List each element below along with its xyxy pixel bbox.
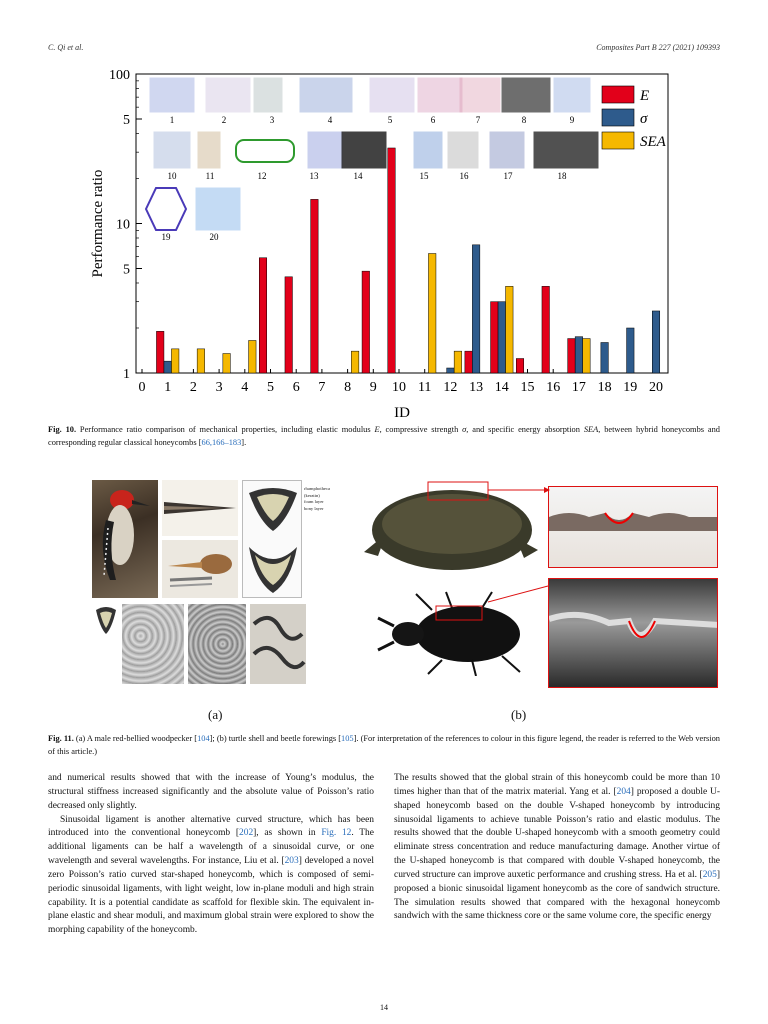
bar-σ — [652, 311, 660, 373]
inset-honeycomb-thumbnail — [198, 132, 220, 168]
inset-honeycomb-thumbnail — [196, 188, 240, 230]
inset-honeycomb-thumbnail — [254, 78, 282, 112]
beak-cross-section-diagram — [242, 480, 302, 598]
bar-SEA — [454, 351, 462, 373]
bar-E — [516, 359, 524, 373]
x-tick-label: 5 — [267, 380, 275, 395]
bar-σ — [627, 328, 635, 373]
inset-thumbnail-label: 1 — [169, 115, 175, 125]
ref-202-link[interactable]: 202 — [239, 828, 254, 839]
micrograph-2 — [188, 604, 246, 684]
inset-honeycomb-thumbnail — [418, 78, 462, 112]
inset-honeycomb-thumbnail — [490, 132, 524, 168]
inset-honeycomb-thumbnail — [460, 78, 500, 112]
bar-SEA — [171, 349, 179, 373]
bar-σ — [575, 337, 583, 373]
x-tick-label: 12 — [443, 380, 458, 395]
body-right-column — [394, 772, 720, 924]
legend-label-E: E — [640, 88, 650, 104]
x-tick-label: 3 — [215, 380, 223, 395]
inset-honeycomb-thumbnail — [554, 78, 590, 112]
inset-thumbnail-label: 5 — [387, 115, 393, 125]
inset-thumbnail-label: 4 — [327, 115, 333, 125]
inset-honeycomb-thumbnail — [146, 188, 186, 230]
x-tick-label: 18 — [597, 380, 612, 395]
inset-honeycomb-thumbnail — [236, 140, 294, 162]
bar-E — [311, 199, 319, 373]
ref-203-link[interactable]: 203 — [284, 856, 299, 867]
inset-honeycomb-thumbnail — [300, 78, 352, 112]
bar-E — [156, 331, 164, 373]
inset-thumbnail-label: 17 — [503, 171, 513, 181]
legend-label-SEA: SEA — [640, 134, 666, 150]
x-tick-label: 13 — [469, 380, 484, 395]
x-tick-label: 10 — [392, 380, 407, 395]
x-tick-label: 4 — [241, 380, 249, 395]
inset-honeycomb-thumbnail — [414, 132, 442, 168]
x-tick-label: 11 — [417, 380, 432, 395]
body-left-column — [48, 772, 374, 938]
legend-label-σ: σ — [640, 111, 648, 127]
zoom-connector-lines — [488, 486, 552, 606]
micrograph-3 — [250, 604, 306, 684]
bar-σ — [601, 342, 609, 373]
inset-honeycomb-thumbnail — [370, 78, 414, 112]
bar-E — [465, 351, 473, 373]
beetle-forewing-cross-section — [548, 578, 718, 688]
page-number: 14 — [380, 1003, 388, 1012]
bar-E — [542, 286, 550, 373]
x-tick-label: 15 — [520, 380, 535, 395]
y-tick-label: 5 — [123, 262, 130, 278]
y-tick-label: 1 — [123, 367, 130, 382]
fig10-refs-link[interactable]: 66,166–183 — [201, 437, 242, 447]
bar-SEA — [583, 339, 591, 373]
paragraph: The results showed that the global strain of this honeycomb could be more than 10 times higher than that of the matrix material. Yang et al. [204] proposed a double U-shaped honeycomb based on the double V-shaped honeycomb by introducing sinusoidal ligaments to achieve tunable Poisson’s ratio and elastic modulus. The results showed that the double U-shaped honeycomb with a smooth geometry could eliminate stress concentration and reduce manufacturing damage. Another virtue of the U-shaped honeycomb is that compared with double V-shaped honeycomb, the curved structure can improve auxetic performance and crushing stress. Ha et al. [205] proposed a bionic sinusoidal ligament honeycomb as the core of sandwich structure. The simulation results showed that compared with the hexagonal honeycomb sandwich with the same thickness core or the same volume core, the specific energy — [394, 773, 721, 922]
inset-thumbnail-label: 14 — [353, 171, 363, 181]
inset-thumbnail-label: 9 — [569, 115, 575, 125]
running-header-left: C. Qi et al. — [48, 43, 84, 52]
running-header-right: Composites Part B 227 (2021) 109393 — [596, 43, 720, 52]
bar-SEA — [197, 349, 205, 373]
inset-thumbnail-label: 6 — [430, 115, 436, 125]
x-tick-label: 14 — [494, 380, 509, 395]
inset-thumbnail-label: 16 — [459, 171, 469, 181]
bar-E — [259, 258, 267, 373]
fig11-ref-105-link[interactable]: 105 — [341, 734, 354, 743]
inset-thumbnail-label: 13 — [309, 171, 319, 181]
bar-σ — [498, 302, 506, 373]
legend-swatch-σ — [602, 109, 634, 126]
x-tick-label: 6 — [292, 380, 300, 395]
performance-ratio-chart — [88, 68, 692, 422]
micrograph-1 — [122, 604, 184, 684]
fig10-caption: Fig. 10. Performance ratio comparison of mechanical properties, including elastic modulus E, compressive strength σ, and specific energy absorption SEA, between hybrid honeycombs and corresponding regular classical honeycombs [66,166–183]. — [48, 425, 720, 447]
fig10-label: Fig. 10. — [48, 425, 77, 434]
ref-205-link[interactable]: 205 — [702, 869, 717, 880]
fig11-label: Fig. 11. — [48, 734, 74, 743]
x-tick-label: 16 — [546, 380, 561, 395]
x-tick-label: 20 — [649, 380, 664, 395]
inset-honeycomb-thumbnail — [206, 78, 250, 112]
ref-204-link[interactable]: 204 — [616, 786, 631, 797]
paragraph: and numerical results showed that with the increase of Young’s modulus, the structural stiffness increased significantly and the absolute value of Poisson’s ratio decreased only slightly. — [48, 773, 374, 811]
inset-honeycomb-thumbnail — [502, 78, 550, 112]
inset-thumbnail-label: 7 — [475, 115, 481, 125]
inset-thumbnail-label: 19 — [161, 232, 171, 242]
bar-E — [285, 277, 293, 373]
inset-honeycomb-thumbnail — [308, 132, 342, 168]
x-tick-label: 17 — [571, 380, 586, 395]
bar-SEA — [223, 354, 231, 373]
paragraph: Sinusoidal ligament is another alternative curved structure, which has been introduced into the conventional honeycomb [202], as shown in Fig. 12. The additional ligaments can be half a wavelength of a sinusoidal curve, or one wavelength and several wavelengths. For instance, Liu et al. [203] developed a novel zero Poisson’s ratio curved star-shaped honeycomb, which is composed of semi-periodic sinusoidal ligaments, with light weight, low in-plane moduli and high strain capability. It is a potential candidate as scaffold for flexible skin. The equivalent in-plane elastic and shear moduli, and maximum global strain were explored to show the morphing capability of the honeycomb. — [48, 814, 374, 936]
inset-honeycomb-thumbnail — [154, 132, 190, 168]
y-axis-label: Performance ratio — [90, 169, 106, 278]
inset-thumbnail-label: 18 — [557, 171, 567, 181]
inset-thumbnail-label: 2 — [221, 115, 227, 125]
x-tick-label: 0 — [138, 380, 146, 395]
inset-honeycomb-thumbnail — [534, 132, 598, 168]
legend-swatch-E — [602, 86, 634, 103]
inset-thumbnail-label: 8 — [521, 115, 527, 125]
fig11-ref-104-link[interactable]: 104 — [197, 734, 210, 743]
bar-SEA — [249, 340, 257, 373]
beak-closeup-photo — [162, 480, 238, 536]
inset-honeycomb-thumbnail — [448, 132, 478, 168]
woodpecker-photo — [92, 480, 158, 598]
inset-honeycomb-thumbnail — [150, 78, 194, 112]
inset-thumbnail-label: 12 — [257, 171, 267, 181]
x-tick-label: 7 — [318, 380, 326, 395]
fig11-caption: Fig. 11. (a) A male red-bellied woodpecker [104]; (b) turtle shell and beetle forewings [105]. (For interpretation of the references to colour in this figure legend, the reader is referred to the Web version of this article.) — [48, 734, 720, 756]
bar-σ — [164, 361, 172, 373]
fig11-label-a: (a) — [208, 707, 223, 722]
bar-σ — [447, 368, 455, 373]
y-tick-label: 5 — [123, 113, 130, 129]
bar-E — [362, 271, 370, 373]
y-tick-label: 10 — [116, 217, 130, 233]
bar-E — [568, 339, 576, 373]
bar-E — [388, 148, 396, 373]
beak-outline-icon — [94, 604, 118, 644]
bar-σ — [472, 245, 480, 373]
inset-thumbnail-label: 10 — [167, 171, 177, 181]
x-tick-label: 8 — [344, 380, 352, 395]
inset-thumbnail-label: 3 — [269, 115, 275, 125]
x-tick-label: 2 — [189, 380, 197, 395]
x-axis-label: ID — [394, 405, 410, 421]
inset-thumbnail-label: 11 — [205, 171, 215, 181]
inset-honeycomb-thumbnail — [342, 132, 386, 168]
skull-photo — [162, 540, 238, 598]
bar-E — [491, 302, 499, 373]
x-tick-label: 19 — [623, 380, 638, 395]
inset-thumbnail-label: 20 — [209, 232, 219, 242]
legend-swatch-SEA — [602, 132, 634, 149]
turtle-shell-cross-section — [548, 486, 718, 568]
bar-SEA — [351, 351, 359, 373]
inset-thumbnail-label: 15 — [419, 171, 429, 181]
fig12-link[interactable]: Fig. 12 — [321, 828, 352, 839]
fig11-label-b: (b) — [511, 707, 527, 722]
bar-SEA — [428, 253, 436, 373]
y-tick-label: 100 — [109, 68, 130, 83]
beak-layer-annotations: rhamphotheca (keratin) foam layer bony layer — [304, 486, 331, 511]
x-tick-label: 1 — [164, 380, 172, 395]
x-tick-label: 9 — [369, 380, 377, 395]
bar-SEA — [506, 286, 514, 373]
